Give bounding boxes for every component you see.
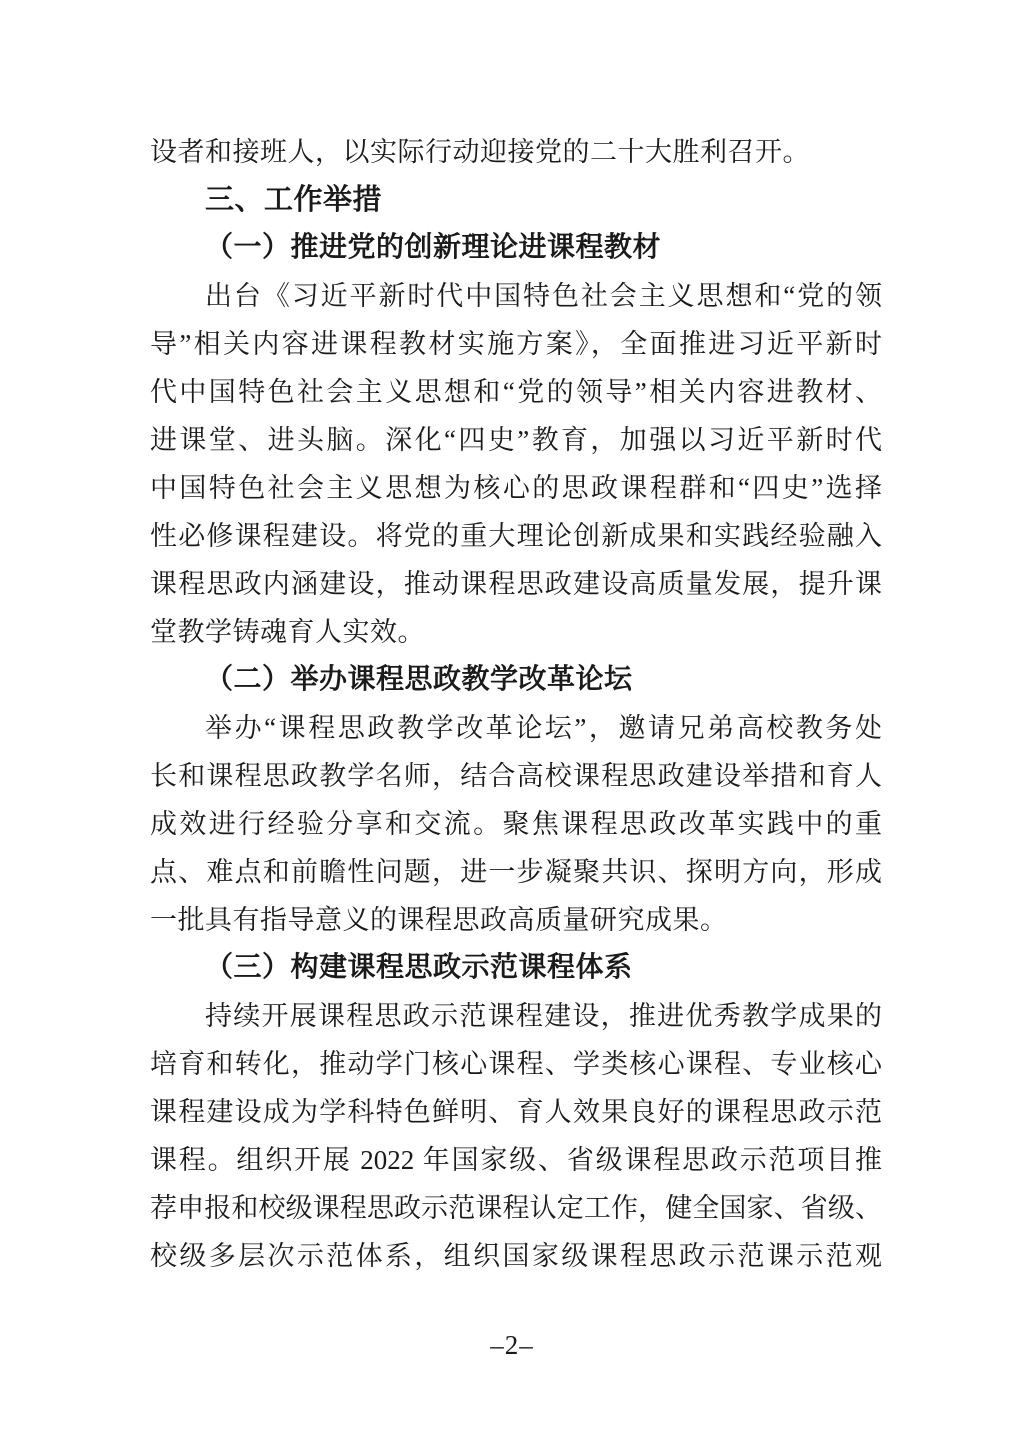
text-line: 持续开展课程思政示范课程建设，推进优秀教学成果的 <box>205 1001 882 1031</box>
text-line: 点、难点和前瞻性问题，进一步凝聚共识、探明方向，形成 <box>150 857 882 887</box>
subsection-heading: （一）推进党的创新理论进课程教材 <box>205 232 662 263</box>
page-footer <box>0 1321 1024 1369</box>
subsection-heading: （三）构建课程思政示范课程体系 <box>205 952 633 983</box>
text-line: 中国特色社会主义思想为核心的思政课程群和“四史”选择 <box>150 473 882 503</box>
text-line: 荐申报和校级课程思政示范课程认定工作，健全国家、省级、 <box>150 1193 882 1223</box>
text-line: 导”相关内容进课程教材实施方案》，全面推进习近平新时 <box>150 329 882 359</box>
text-line: 校级多层次示范体系，组织国家级课程思政示范课示范观 <box>150 1241 882 1271</box>
text-line: 一批具有指导意义的课程思政高质量研究成果。 <box>150 905 728 935</box>
text-line: 出台《习近平新时代中国特色社会主义思想和“党的领 <box>205 281 882 311</box>
text-line: 代中国特色社会主义思想和“党的领导”相关内容进教材、 <box>150 377 882 407</box>
text-line: 培育和转化，推动学门核心课程、学类核心课程、专业核心 <box>150 1049 882 1079</box>
page-number: –2– <box>490 1330 534 1360</box>
text-line: 堂教学铸魂育人实效。 <box>150 617 425 647</box>
text-line: 性必修课程建设。将党的重大理论创新成果和实践经验融入 <box>150 521 882 551</box>
text-line: 课程建设成为学科特色鲜明、育人效果良好的课程思政示范 <box>150 1097 882 1127</box>
text-line: 进课堂、进头脑。深化“四史”教育，加强以习近平新时代 <box>150 425 882 455</box>
text-line: 课程思政内涵建设，推动课程思政建设高质量发展，提升课 <box>150 569 882 599</box>
text-line: 设者和接班人，以实际行动迎接党的二十大胜利召开。 <box>150 137 810 167</box>
text-line: 课程。组织开展 2022 年国家级、省级课程思政示范项目推 <box>150 1145 882 1175</box>
text-line: 举办“课程思政教学改革论坛”，邀请兄弟高校教务处 <box>205 713 882 743</box>
text-line: 成效进行经验分享和交流。聚焦课程思政改革实践中的重 <box>150 809 882 839</box>
subsection-heading: （二）举办课程思政教学改革论坛 <box>205 664 633 695</box>
section-heading: 三、工作举措 <box>205 184 383 216</box>
document-body <box>150 128 882 1280</box>
text-line: 长和课程思政教学名师，结合高校课程思政建设举措和育人 <box>150 761 882 791</box>
